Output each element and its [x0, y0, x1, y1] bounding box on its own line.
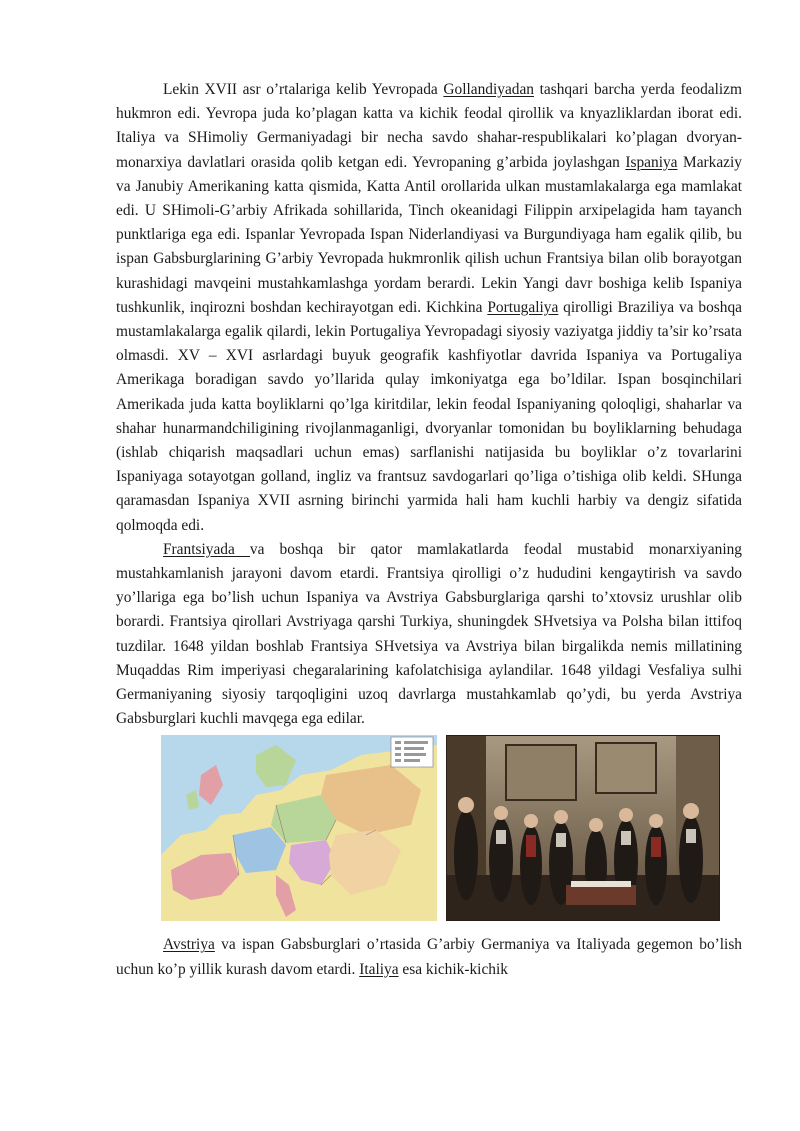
paragraph-spain-portugal — [116, 78, 742, 538]
link-avstriya[interactable]: Avstriya — [163, 936, 215, 954]
link-frantsiya[interactable]: Frantsiyada — [163, 540, 250, 558]
figures-row — [116, 735, 742, 927]
para1-text-4: qirolligi Braziliya va boshqa mustamlakalarga egalik qilardi, lekin Portugaliya Yevropadagi siyosiy vaziyatga jiddiy ta’sir ko’rsata olmasdi. XV – XVI asrlardagi buyuk geografik kashfiyotlar davrida Ispaniya va Portugaliya Amerikaga boradigan savdo yo’llarida qulay imkoniyatga ega bo’ldilar. Ispan bosqinchilari Amerikada juda katta boyliklarni qo’lga kiritdilar, lekin feodal Ispaniyaning qoloqligi, shaharlar va shahar hunarmandchiligining rivojlanmaganligi, dvoryanlar tomonidan bu boyliklarning behudaga (ishlab chiqarish maqsadlari uchun emas) sarflanishi natijasida bu boyliklar o’z tovarlarini Ispaniyaga sotayotgan golland, ingliz va frantsuz savdogarlari qo’liga o’tishiga olib keldi. SHunga qaramasdan Ispaniya XVII asrning birinchi yarmida hali ham kuchli harbiy va dengiz sifatida qolmoqda edi. — [116, 298, 742, 534]
paragraph-france — [116, 538, 742, 732]
para1-text-1: Lekin XVII asr o’rtalariga kelib Yevropada — [163, 81, 444, 98]
paragraph-austria-italy — [116, 933, 742, 981]
europe-map-graphic — [161, 735, 437, 921]
para3-text-1: va ispan Gabsburglari o’rtasida G’arbiy Germaniya va Italiyada gegemon bo’lish uchun ko’p yillik kurash davom etardi. — [116, 936, 742, 978]
link-ispaniya[interactable]: Ispaniya — [625, 153, 678, 171]
link-italiya[interactable]: Italiya — [359, 960, 399, 978]
congress-painting-graphic — [446, 735, 720, 921]
link-portugaliya[interactable]: Portugaliya — [487, 298, 559, 316]
para1-text-2: tashqari barcha yerda feodalizm hukmron edi. Yevropa juda ko’plagan katta va kichik feodal qirollik va knyazliklardan iborat edi. Italiya va SHimoliy Germaniyadagi bir necha savdo shahar-respublikalari ko’plagan dvoryan-monarxiya davlatlari orasida qolib ketgan edi. Yevropaning g’arbida joylashgan — [116, 81, 742, 171]
para1-text-3: Markaziy va Janubiy Amerikaning katta qismida, Katta Antil orollarida ulkan mustamlakalarga ega mamlakat edi. U SHimoli-G’arbiy Afrikada sohillarida, Tinch okeanidagi Filippin arxipelagida ham tayanch punktlariga ega edi. Ispanlar Yevropada Ispan Niderlandiyasi va Burgundiyaga ham egalik qilib, bu ispan Gabsburglarining G’arbiy Yevropada hukmronlik qilish uchun Frantsiya bilan olib borayotgan kurashidagi mavqeini mustahkamlashga yordam berardi. Lekin Yangi davr boshiga kelib Ispaniya tushkunlik, inqirozni boshdan kechirayotgan edi. Kichkina — [116, 153, 742, 316]
congress-painting-image — [446, 735, 720, 921]
para3-text-2: esa kichik-kichik — [398, 960, 508, 978]
document-page — [116, 78, 742, 982]
link-gollandiya[interactable]: Gollandiyadan — [443, 81, 534, 98]
para2-text-1: va boshqa bir qator mamlakatlarda feodal mustabid monarxiyaning mustahkamlanish jarayoni davom etardi. Frantsiya qirolligi o’z hududini kengaytirish va savdo yo’llariga ega bo’lish uchun Ispaniya va Avstriya Gabsburglariga qarshi to’xtovsiz urushlar olib borardi. Frantsiya qirollari Avstriyaga qarshi Turkiya, shuningdek SHvetsiya va Polsha bilan ittifoq tuzdilar. 1648 yildan boshlab Frantsiya SHvetsiya va Avstriya bilan birgalikda nemis millatining Muqaddas Rim imperiyasi chegaralarining kafolatchisiga aylandilar. 1648 yildagi Vesfaliya sulhi Germaniyaning siyosiy tarqoqligini uzoq davrlarga mustahkamlab qo’ydi, bu yerda Avstriya Gabsburglari kuchli mavqega ega edilar. — [116, 540, 742, 728]
europe-map-image — [161, 735, 437, 921]
